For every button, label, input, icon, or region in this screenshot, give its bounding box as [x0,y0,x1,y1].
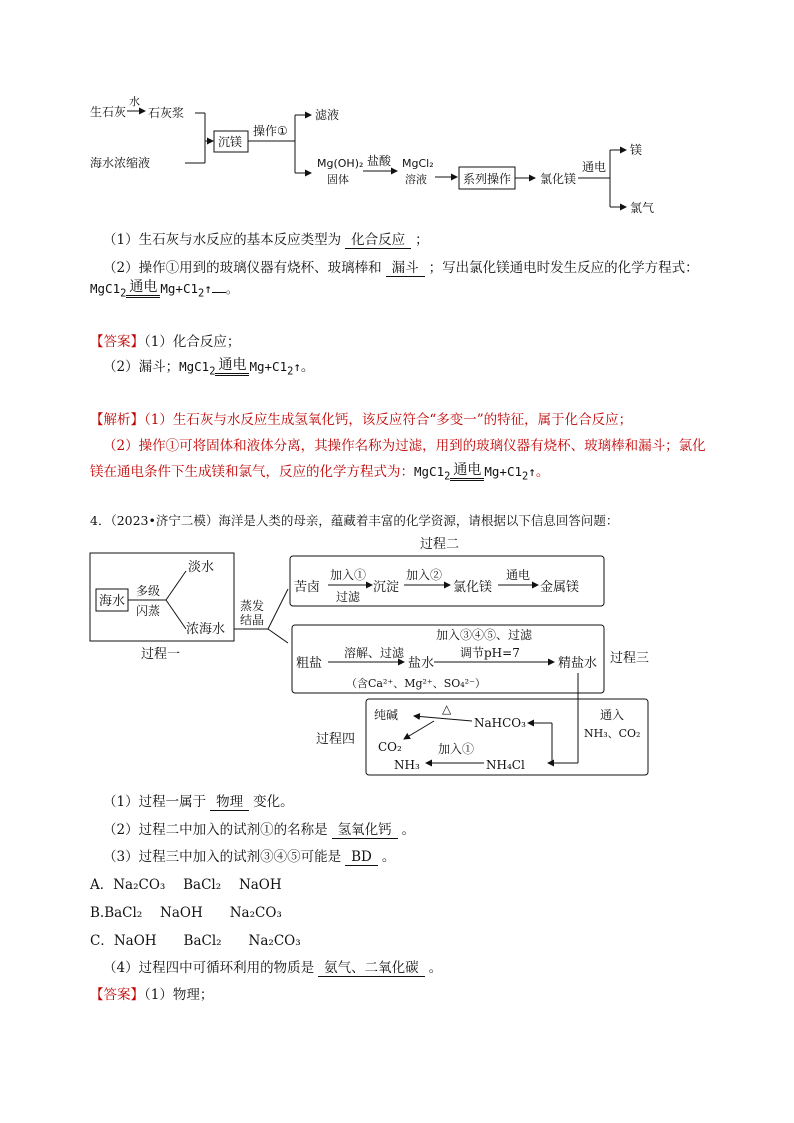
explanation-text: 。 [535,464,550,480]
equation-text: 。 [225,281,239,296]
adjust-ph-label: 调节pH=7 [460,646,520,660]
electrolysis-label: 通电 [582,160,607,174]
equation-sub: 2 [522,470,529,483]
gas-arrow: ↑ [204,281,212,296]
add-reagents-label: 加入③④⑤、过滤 [436,628,533,642]
equation-text: MgC1 [179,359,210,374]
q3-answer [90,330,240,350]
q4-part2 [103,818,415,839]
precipitate-label: 沉淀 [373,580,400,595]
process1-title: 过程一 [141,647,181,662]
nh3-label: NH₃ [394,758,420,772]
series-operation-label: 系列操作 [463,172,512,186]
answer-text: （1）化合反应； [144,334,241,350]
add-reagent1b-label: 加入① [438,742,475,756]
concentrated-seawater-label: 浓海水 [186,622,226,637]
filter-label: 过滤 [336,590,361,604]
option-text: A．Na₂CO₃ BaCl₂ NaOH [90,877,282,893]
condition-label: 通电 [453,461,482,478]
equation-sub: 2 [209,365,216,378]
precipitate-mg-label: 沉镁 [218,135,243,149]
nh4cl-label: NH₄Cl [486,758,525,772]
q4-answer [90,983,213,1003]
answer-blank: BD [345,850,378,866]
mg-product-label: 镁 [630,143,643,157]
option-c [90,929,301,949]
option-text: B.BaCl₂ NaOH Na₂CO₃ [90,905,282,921]
solid-label: 固体 [327,173,349,186]
q4-stem [90,511,618,529]
equation-sub: 2 [287,365,294,378]
process3-title: 过程三 [610,651,650,666]
question-text: ；写出氯化镁通电时发生反应的化学方程式： [428,260,699,276]
evaporate-label: 蒸发 [240,599,265,613]
question-text: （2）过程二中加入的试剂①的名称是 [103,822,328,838]
equation-sub: 2 [444,470,451,483]
equation-sub: 2 [198,287,205,300]
option-a [90,873,282,893]
question-text: （4）过程四中可循环利用的物质是 [103,960,315,976]
answer-blank: 化合反应 [345,233,411,249]
equation-text: Mg+C1 [484,464,523,479]
q3-explanation-1 [90,408,632,428]
lime-slurry-label: 石灰浆 [148,106,185,120]
soda-ash-label: 纯碱 [374,708,399,722]
answer-tag: 【答案】 [90,987,144,1003]
pass-in-label: 通入 [600,708,625,722]
answer-blank: 漏斗 [386,261,425,277]
answer-text: （1）物理； [144,987,214,1003]
equation-sub: 2 [120,287,127,300]
equation-text: MgC1 [90,281,121,296]
arrow [414,716,472,721]
q3-part1 [103,228,429,249]
q3-explanation-2 [103,434,706,454]
refined-brine-label: 精盐水 [558,656,598,671]
q4-part4 [103,956,442,977]
hcl-label: 盐酸 [367,154,392,168]
mgoh2-label: Mg(OH)₂ [317,157,364,170]
reaction-condition [450,463,484,483]
q3-part2 [103,256,699,277]
add-reagent1-label: 加入① [330,568,367,582]
process2-title: 过程二 [420,537,460,552]
seawater-process-diagram [88,533,658,781]
multistage-label: 多级 [136,584,161,598]
quicklime-label: 生石灰 [90,105,127,119]
co2-label: CO₂ [378,740,402,754]
water-label: 水 [129,95,140,108]
brine-label: 盐水 [408,656,435,671]
question-text: （3）过程三中加入的试剂③④⑤可能是 [103,849,342,865]
arrow [404,721,434,739]
question-text: （2）操作①用到的玻璃仪器有烧杯、玻璃棒和 [103,260,382,276]
explanation-text: （2）操作①可将固体和液体分离，其操作名称为过滤，用到的玻璃仪器有烧杯、玻璃棒和漏斗；氯化 [103,438,706,454]
gas-arrow: ↑ [293,359,301,374]
option-text: C．NaOH BaCl₂ Na₂CO₃ [90,933,301,949]
seawater-label: 海水 [99,594,126,609]
seawater-concentrate-label: 海水浓缩液 [90,156,151,170]
equation-line-1 [90,279,238,300]
q4-part1 [103,790,294,811]
answer-text: （2）漏斗； [103,359,180,375]
question-text: （1）生石灰与水反应的基本反应类型为 [103,232,342,248]
q3-answer-2 [103,355,314,378]
crystallize-label: 结晶 [240,613,265,627]
question-text: 变化。 [253,794,294,810]
nahco3-label: NaHCO₃ [474,716,526,730]
electrolysis-label: 通电 [506,568,531,582]
q3-explanation-3 [90,460,549,483]
nh3-co2-label: NH₃、CO₂ [584,727,641,740]
answer-tag: 【答案】 [90,334,144,350]
answer-blank: 氨气、二氧化碳 [318,961,425,977]
explanation-text: 镁在通电条件下生成镁和氯气，反应的化学方程式为： [90,464,414,480]
mgcl2-label: 氯化镁 [453,580,493,595]
freshwater-label: 淡水 [188,560,215,575]
equation-text: Mg+C1 [249,359,288,374]
metal-mg-label: 金属镁 [540,580,580,595]
flash-label: 闪蒸 [136,604,161,618]
add-reagent2-label: 加入② [406,568,443,582]
filtrate-label: 滤液 [315,108,340,122]
explanation-tag: 【解析】 [90,412,144,428]
explanation-text: （1）生石灰与水反应生成氢氧化钙，该反应符合“多变一”的特征，属于化合反应； [144,412,633,428]
question-text: ； [415,232,429,248]
question-text: 。 [381,849,396,865]
bittern-label: 苦卤 [294,580,321,595]
question-text: 。 [401,822,416,838]
answer-text: 。 [300,359,315,375]
dissolve-filter-label: 溶解、过滤 [344,646,405,660]
question-text: （1）过程一属于 [103,794,207,810]
mgcl-label: 氯化镁 [540,172,577,186]
crude-salt-label: 粗盐 [296,656,323,671]
heat-symbol: △ [442,702,452,716]
mgcl2-label: MgCl₂ [402,157,434,170]
equation-text: Mg+C1 [160,281,199,296]
process4-title: 过程四 [316,732,356,747]
answer-blank: 氢氧化钙 [332,823,398,839]
question-text: 。 [428,960,443,976]
chlorine-label: 氯气 [630,201,655,215]
gas-arrow: ↑ [528,464,536,479]
question-stem: 4．（2023•济宁二模）海洋是人类的母亲，蕴藏着丰富的化学资源，请根据以下信息回答问题： [90,513,619,528]
condition-label: 通电 [129,278,158,295]
equation-text: MgC1 [414,464,445,479]
option-b [90,901,282,921]
reaction-condition [215,358,249,378]
condition-label: 通电 [218,356,247,373]
reaction-condition [126,280,160,300]
solution-label: 溶液 [405,173,427,186]
q4-part3 [103,845,395,866]
operation1-label: 操作① [253,124,288,138]
ions-label: （含Ca²⁺、Mg²⁺、SO₄²⁻） [346,677,486,690]
mg-extraction-flowchart [85,95,685,220]
answer-blank: 物理 [210,795,249,811]
